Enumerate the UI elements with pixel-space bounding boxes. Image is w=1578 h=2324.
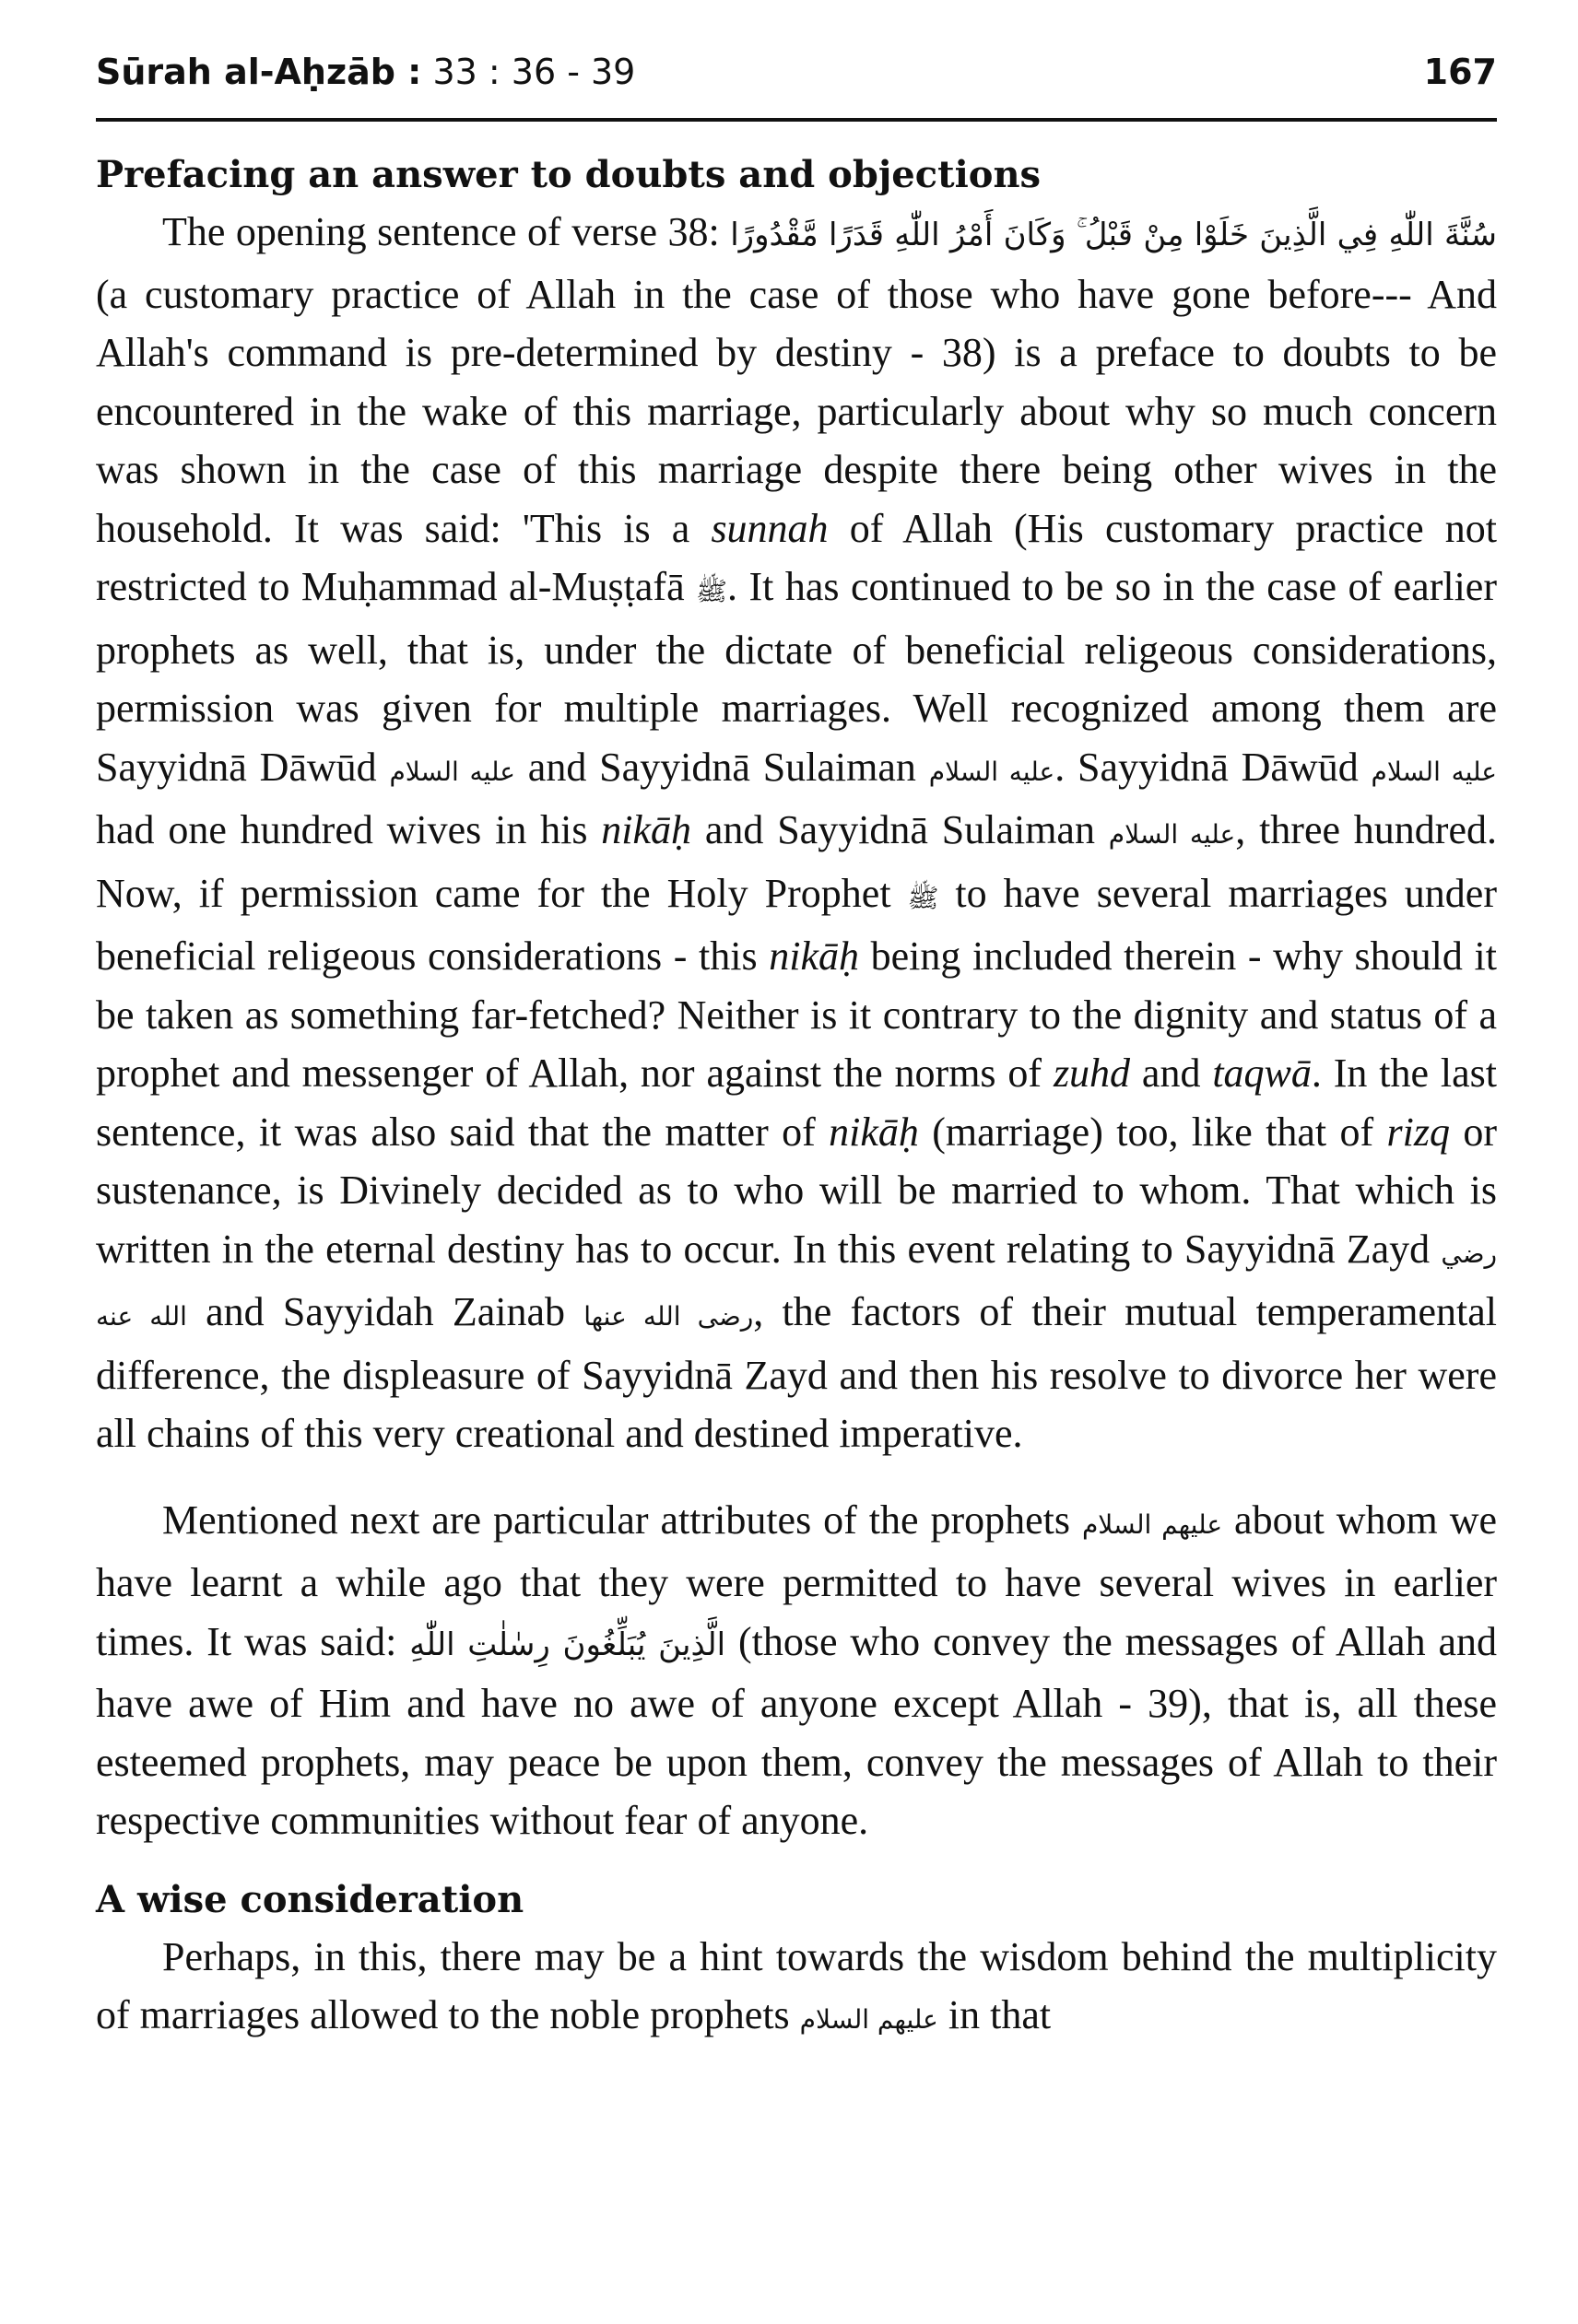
text-run: and Sayyidah Zainab — [186, 1289, 584, 1334]
text-run: in that — [937, 1992, 1052, 2037]
italic-term: sunnah — [711, 505, 829, 551]
paragraph-prefacing-2 — [96, 1491, 1497, 1850]
italic-term: rizq — [1386, 1109, 1450, 1155]
verse-reference: 33 : 36 - 39 — [421, 52, 636, 92]
arabic-verse-quote: الَّذِينَ يُبَلِّغُونَ رِسٰلٰتِ اللّٰهِ — [409, 1626, 726, 1663]
page-content — [96, 147, 1497, 2049]
italic-term: nikāḥ — [829, 1109, 919, 1155]
honorific-glyph: عليه السلام — [389, 756, 515, 787]
honorific-glyph: عليه السلام — [928, 756, 1055, 787]
text-run: to have several marriages under beneficial religeous considerations - this — [96, 870, 1497, 979]
text-run: . It has continued to be so in the case of earlier prophets as well, that is, under the dictate of beneficial religeous considerations, permission was given for multiple marriages. Well recognized among them are Sayyidnā Dāwūd — [96, 564, 1497, 790]
section-heading-wise-consideration: A wise consideration — [96, 1877, 524, 1921]
honorific-glyph: عليهم السلام — [799, 2004, 938, 2035]
italic-term: nikāḥ — [769, 933, 859, 979]
book-page — [96, 44, 1497, 2049]
surah-title: Sūrah al-Aḥzāb : — [96, 52, 422, 92]
text-run: , the factors of their mutual temperamental difference, the displeasure of Sayyidnā Zayd and then his resolve to divorce her were all chains of this very creational and destined imperative. — [96, 1289, 1497, 1456]
running-title — [96, 52, 635, 92]
running-header — [96, 44, 1497, 122]
text-run: and Sayyidnā Sulaiman — [514, 744, 929, 790]
paragraph-wise-consideration — [96, 1928, 1497, 2049]
paragraph-prefacing-1 — [96, 203, 1497, 1463]
text-run: , three hundred. Now, if permission came for the Holy Prophet — [96, 807, 1497, 916]
text-run: (a customary practice of Allah in the case of those who have gone before--- And Allah's command is pre-determined by destiny - 38) is a preface to doubts to be encountered in the wake of this marriage, particularly about why so much concern was shown in the case of this marriage despite there being other wives in the household. It was said: 'This is a — [96, 271, 1497, 551]
text-run: Mentioned next are particular attributes of the prophets — [162, 1497, 1082, 1543]
text-run: of Allah (His customary practice not restricted to Muḥammad al-Muṣṭafā — [96, 505, 1498, 609]
arabic-verse-quote: سُنَّةَ اللّٰهِ فِي الَّذِينَ خَلَوْا مِنْ قَبْلُ ۚ وَكَانَ أَمْرُ اللّٰهِ قَدَرًا مَّقْدُورًا — [730, 217, 1497, 253]
text-run: (marriage) too, like that of — [918, 1109, 1387, 1155]
page-number: 167 — [1423, 52, 1497, 92]
text-run: and — [1130, 1050, 1213, 1096]
italic-term: nikāḥ — [601, 807, 692, 852]
text-run: or sustenance, is Divinely decided as to who will be married to whom. That which is written in the eternal destiny has to occur. In this event relating to Sayyidnā Zayd — [96, 1109, 1497, 1272]
text-run: being included therein - why should it be taken as something far-fetched? Neither is it contrary to the dignity and status of a prophet and messenger of Allah, nor against the norms of — [96, 933, 1497, 1096]
text-run: (those who convey the messages of Allah and have awe of Him and have no awe of anyone except Allah - 39), that is, all these esteemed prophets, may peace be upon them, convey the messages of Allah to their respective communities without fear of anyone. — [96, 1618, 1497, 1843]
honorific-glyph: ﷺ — [696, 576, 727, 606]
text-run: . Sayyidnā Dāwūd — [1054, 744, 1372, 790]
italic-term: taqwā — [1212, 1050, 1312, 1096]
italic-term: zuhd — [1053, 1050, 1131, 1096]
text-run: Perhaps, in this, there may be a hint towards the wisdom behind the multiplicity of marriages allowed to the noble prophets — [96, 1933, 1497, 2037]
honorific-glyph: رضي الله عنه — [96, 1238, 1497, 1332]
honorific-glyph: عليه السلام — [1371, 756, 1498, 787]
text-run: and Sayyidnā Sulaiman — [691, 807, 1109, 852]
honorific-glyph: عليه السلام — [1108, 819, 1236, 850]
text-run: about whom we have learnt a while ago that they were permitted to have several wives in earlier times. It was said: — [96, 1497, 1497, 1664]
text-run: The opening sentence of verse 38: — [162, 209, 731, 254]
section-heading-prefacing: Prefacing an answer to doubts and objections — [96, 153, 1042, 196]
text-run: had one hundred wives in his — [96, 807, 602, 852]
text-run: . In the last sentence, it was also said that the matter of — [96, 1050, 1497, 1155]
honorific-glyph: عليهم السلام — [1081, 1508, 1223, 1540]
honorific-glyph: رضى الله عنها — [583, 1301, 754, 1332]
honorific-glyph: ﷺ — [907, 882, 939, 913]
